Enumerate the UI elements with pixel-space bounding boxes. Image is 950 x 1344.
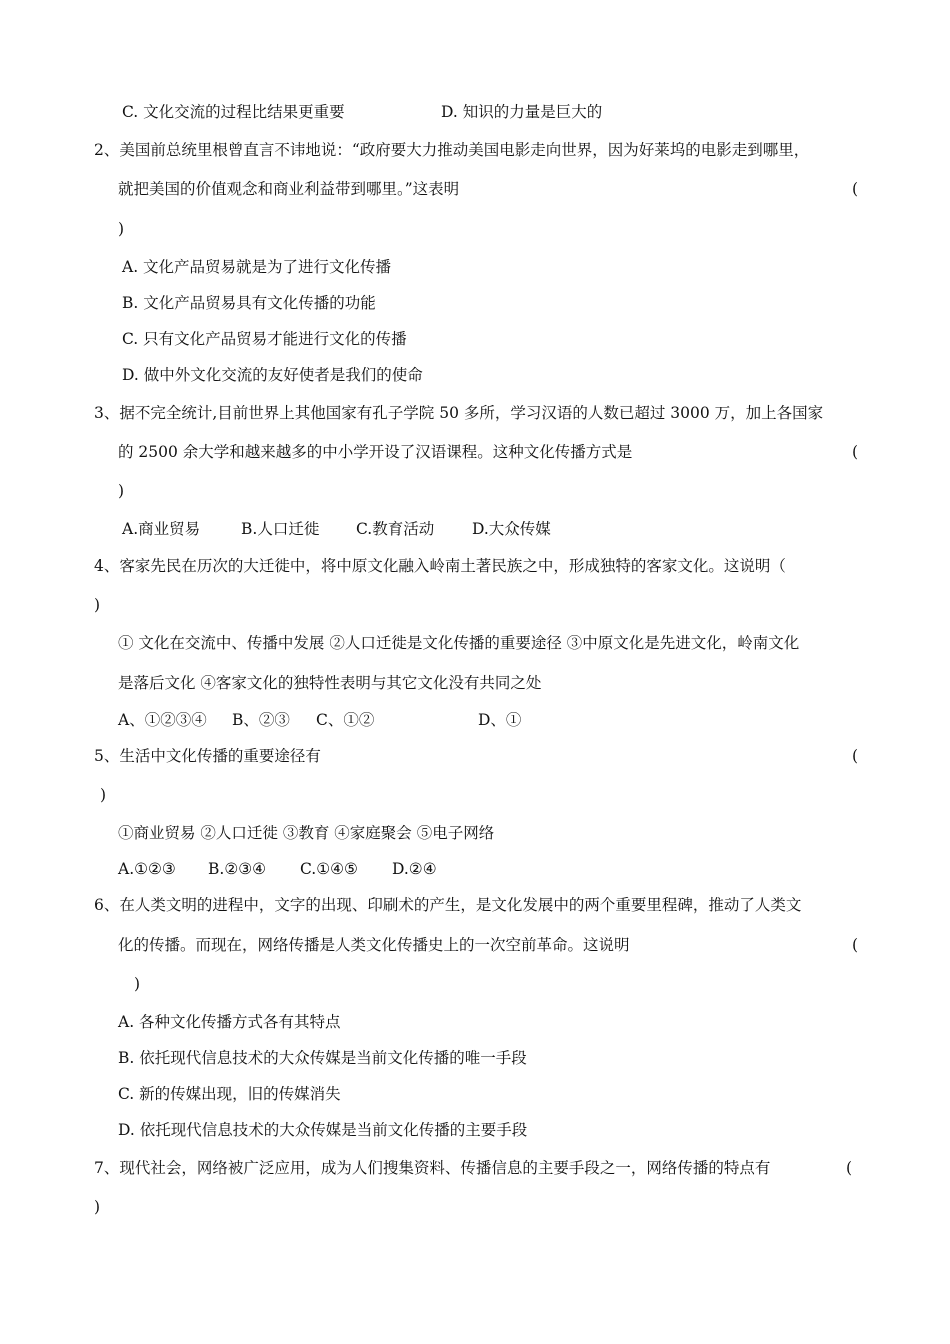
q6-option-b: B. 依托现代信息技术的大众传媒是当前文化传播的唯一手段 [118,1049,527,1067]
q6-answer-paren-close: ) [134,975,141,993]
q4-option-d: D、① [478,711,522,729]
q4-answer-paren-close: ) [94,596,101,614]
q2-answer-paren-close: ) [118,220,125,238]
q2-option-b: B. 文化产品贸易具有文化传播的功能 [122,294,376,312]
q6-option-c: C. 新的传媒出现，旧的传媒消失 [118,1085,341,1103]
q3-answer-paren-close: ) [118,482,125,500]
q7-answer-paren-open: ( [846,1159,853,1177]
q6-stem-line2: 化的传播。而现在，网络传播是人类文化传播史上的一次空前革命。这说明 [118,936,630,954]
q6-answer-paren-open: ( [852,936,859,954]
q4-option-a: A、①②③④ [118,711,207,729]
q5-option-b: B.②③④ [208,860,267,878]
q5-items: ①商业贸易 ②人口迁徙 ③教育 ④家庭聚会 ⑤电子网络 [118,824,495,842]
q2-option-c: C. 只有文化产品贸易才能进行文化的传播 [122,330,407,348]
q4-option-c: C、①② [316,711,375,729]
q2-option-d: D. 做中外文化交流的友好使者是我们的使命 [122,366,423,384]
q6-option-a: A. 各种文化传播方式各有其特点 [118,1013,341,1031]
q4-option-b: B、②③ [232,711,290,729]
q5-option-a: A.①②③ [118,860,176,878]
q5-answer-paren-close: ) [100,786,107,804]
q7-answer-paren-close: ) [94,1198,101,1216]
q7-stem-line1: 7、现代社会，网络被广泛应用，成为人们搜集资料、传播信息的主要手段之一，网络传播的特点有 [94,1159,771,1177]
q4-statements-line1: ① 文化在交流中、传播中发展 ②人口迁徙是文化传播的重要途径 ③中原文化是先进文化，岭南文化 [118,634,800,652]
q3-stem-line1: 3、据不完全统计,目前世界上其他国家有孔子学院 50 多所，学习汉语的人数已超过 3000 万，加上各国家 [94,404,824,422]
q5-stem-line1: 5、生活中文化传播的重要途径有 [94,747,321,765]
q2-option-a: A. 文化产品贸易就是为了进行文化传播 [122,258,392,276]
q2-answer-paren-open: ( [852,180,859,198]
q3-option-b: B.人口迁徙 [241,520,320,538]
q5-option-c: C.①④⑤ [300,860,358,878]
q5-option-d: D.②④ [392,860,437,878]
q1-option-c: C. 文化交流的过程比结果更重要 [122,103,345,121]
q4-statements-line2: 是落后文化 ④客家文化的独特性表明与其它文化没有共同之处 [118,674,542,692]
q3-answer-paren-open: ( [852,443,859,461]
q3-option-a: A.商业贸易 [122,520,201,538]
q3-option-c: C.教育活动 [356,520,435,538]
q1-option-d: D. 知识的力量是巨大的 [441,103,603,121]
q2-stem-line1: 2、美国前总统里根曾直言不讳地说：“政府要大力推动美国电影走向世界，因为好莱坞的电影走到哪里， [94,141,810,159]
q6-option-d: D. 依托现代信息技术的大众传媒是当前文化传播的主要手段 [118,1121,528,1139]
q6-stem-line1: 6、在人类文明的进程中，文字的出现、印刷术的产生，是文化发展中的两个重要里程碑，推动了人类文 [94,896,802,914]
q3-stem-line2: 的 2500 余大学和越来越多的中小学开设了汉语课程。这种文化传播方式是 [118,443,633,461]
q4-stem-line1: 4、客家先民在历次的大迁徙中，将中原文化融入岭南土著民族之中，形成独特的客家文化。这说明（ [94,557,786,575]
q5-answer-paren-open: ( [852,747,859,765]
q2-stem-line2: 就把美国的价值观念和商业利益带到哪里。”这表明 [118,180,460,198]
q3-option-d: D.大众传媒 [472,520,551,538]
